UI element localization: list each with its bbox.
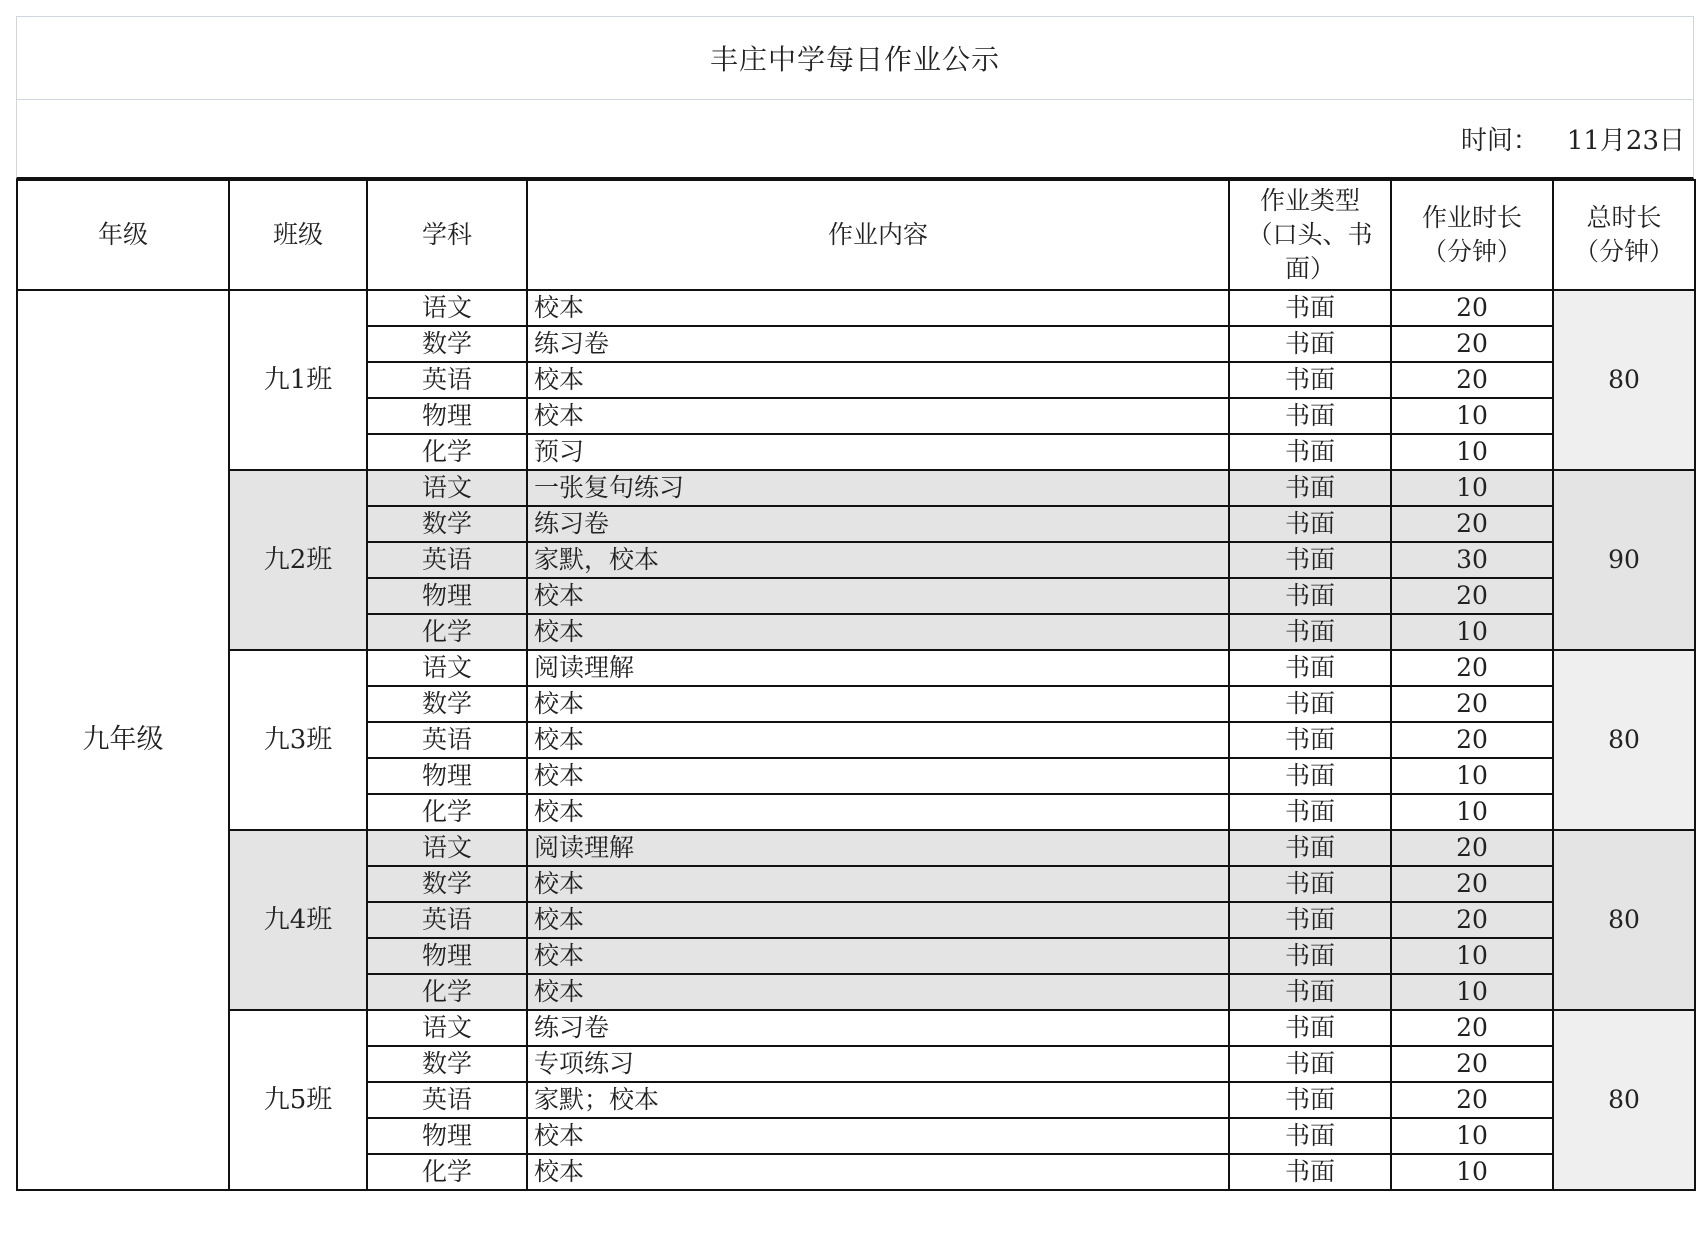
minutes-cell: 10 (1391, 938, 1553, 974)
subject-cell: 英语 (367, 1082, 527, 1118)
subject-cell: 语文 (367, 830, 527, 866)
subject-cell: 语文 (367, 470, 527, 506)
subject-cell: 化学 (367, 794, 527, 830)
minutes-cell: 20 (1391, 1010, 1553, 1046)
homework-table (16, 179, 1696, 1191)
type-cell: 书面 (1229, 686, 1391, 722)
subject-cell: 物理 (367, 938, 527, 974)
header-type-line: （口头、书 (1247, 220, 1373, 249)
header-row (17, 180, 1695, 290)
minutes-cell: 10 (1391, 470, 1553, 506)
class-cell: 九1班 (229, 290, 367, 470)
subject-cell: 数学 (367, 866, 527, 902)
content-cell: 练习卷 (527, 506, 1229, 542)
minutes-cell: 10 (1391, 974, 1553, 1010)
minutes-cell: 20 (1391, 866, 1553, 902)
minutes-cell: 10 (1391, 434, 1553, 470)
table-row (17, 290, 1695, 326)
type-cell: 书面 (1229, 506, 1391, 542)
minutes-cell: 20 (1391, 506, 1553, 542)
type-cell: 书面 (1229, 326, 1391, 362)
content-cell: 校本 (527, 362, 1229, 398)
spreadsheet (16, 16, 1694, 1191)
type-cell: 书面 (1229, 434, 1391, 470)
header-duration-line: 作业时长 (1421, 203, 1522, 232)
minutes-cell: 10 (1391, 758, 1553, 794)
minutes-cell: 10 (1391, 1154, 1553, 1190)
header-total-line: （分钟） (1573, 237, 1674, 266)
subject-cell: 数学 (367, 506, 527, 542)
minutes-cell: 10 (1391, 398, 1553, 434)
type-cell: 书面 (1229, 974, 1391, 1010)
content-cell: 校本 (527, 290, 1229, 326)
type-cell: 书面 (1229, 830, 1391, 866)
content-cell: 校本 (527, 974, 1229, 1010)
table-row (17, 1010, 1695, 1046)
type-cell: 书面 (1229, 1118, 1391, 1154)
class-cell: 九2班 (229, 470, 367, 650)
type-cell: 书面 (1229, 1154, 1391, 1190)
minutes-cell: 20 (1391, 362, 1553, 398)
table-row (17, 650, 1695, 686)
type-cell: 书面 (1229, 362, 1391, 398)
header-duration (1391, 180, 1553, 290)
header-type-line: 作业类型 (1259, 186, 1360, 215)
subject-cell: 物理 (367, 758, 527, 794)
header-class: 班级 (229, 180, 367, 290)
minutes-cell: 20 (1391, 290, 1553, 326)
subject-cell: 英语 (367, 722, 527, 758)
total-cell: 80 (1553, 650, 1695, 830)
minutes-cell: 10 (1391, 614, 1553, 650)
subject-cell: 数学 (367, 686, 527, 722)
subject-cell: 化学 (367, 1154, 527, 1190)
content-cell: 一张复句练习 (527, 470, 1229, 506)
content-cell: 家默；校本 (527, 1082, 1229, 1118)
minutes-cell: 20 (1391, 650, 1553, 686)
subject-cell: 数学 (367, 326, 527, 362)
minutes-cell: 10 (1391, 1118, 1553, 1154)
total-cell: 90 (1553, 470, 1695, 650)
header-grade: 年级 (17, 180, 229, 290)
content-cell: 校本 (527, 902, 1229, 938)
type-cell: 书面 (1229, 722, 1391, 758)
content-cell: 预习 (527, 434, 1229, 470)
type-cell: 书面 (1229, 1046, 1391, 1082)
type-cell: 书面 (1229, 470, 1391, 506)
type-cell: 书面 (1229, 758, 1391, 794)
table-row (17, 470, 1695, 506)
class-cell: 九3班 (229, 650, 367, 830)
subject-cell: 化学 (367, 614, 527, 650)
subject-cell: 物理 (367, 578, 527, 614)
header-total (1553, 180, 1695, 290)
content-cell: 家默，校本 (527, 542, 1229, 578)
content-cell: 校本 (527, 758, 1229, 794)
date-value: 11月23日 (1566, 126, 1685, 156)
header-subject: 学科 (367, 180, 527, 290)
minutes-cell: 20 (1391, 1082, 1553, 1118)
table-row (17, 830, 1695, 866)
subject-cell: 英语 (367, 362, 527, 398)
class-cell: 九4班 (229, 830, 367, 1010)
minutes-cell: 20 (1391, 578, 1553, 614)
content-cell: 校本 (527, 722, 1229, 758)
type-cell: 书面 (1229, 1010, 1391, 1046)
subject-cell: 化学 (367, 974, 527, 1010)
total-cell: 80 (1553, 290, 1695, 470)
content-cell: 校本 (527, 1118, 1229, 1154)
class-cell: 九5班 (229, 1010, 367, 1190)
minutes-cell: 20 (1391, 1046, 1553, 1082)
minutes-cell: 20 (1391, 722, 1553, 758)
title-row (16, 16, 1694, 99)
content-cell: 校本 (527, 614, 1229, 650)
subject-cell: 数学 (367, 1046, 527, 1082)
header-duration-line: （分钟） (1421, 237, 1522, 266)
table-body (17, 290, 1695, 1190)
type-cell: 书面 (1229, 290, 1391, 326)
type-cell: 书面 (1229, 866, 1391, 902)
content-cell: 校本 (527, 794, 1229, 830)
date-label: 时间： (1460, 126, 1539, 156)
subject-cell: 英语 (367, 902, 527, 938)
subject-cell: 语文 (367, 1010, 527, 1046)
content-cell: 校本 (527, 866, 1229, 902)
subject-cell: 物理 (367, 1118, 527, 1154)
header-type-line: 面） (1284, 254, 1335, 283)
content-cell: 练习卷 (527, 1010, 1229, 1046)
date-row (16, 99, 1694, 179)
subject-cell: 物理 (367, 398, 527, 434)
type-cell: 书面 (1229, 938, 1391, 974)
type-cell: 书面 (1229, 1082, 1391, 1118)
type-cell: 书面 (1229, 614, 1391, 650)
grade-cell: 九年级 (17, 290, 229, 1190)
content-cell: 校本 (527, 1154, 1229, 1190)
content-cell: 校本 (527, 686, 1229, 722)
type-cell: 书面 (1229, 578, 1391, 614)
minutes-cell: 10 (1391, 794, 1553, 830)
minutes-cell: 20 (1391, 902, 1553, 938)
minutes-cell: 20 (1391, 830, 1553, 866)
minutes-cell: 20 (1391, 686, 1553, 722)
header-type (1229, 180, 1391, 290)
type-cell: 书面 (1229, 542, 1391, 578)
type-cell: 书面 (1229, 398, 1391, 434)
total-cell: 80 (1553, 1010, 1695, 1190)
content-cell: 阅读理解 (527, 650, 1229, 686)
content-cell: 校本 (527, 938, 1229, 974)
content-cell: 阅读理解 (527, 830, 1229, 866)
minutes-cell: 30 (1391, 542, 1553, 578)
type-cell: 书面 (1229, 650, 1391, 686)
header-total-line: 总时长 (1586, 203, 1662, 232)
content-cell: 校本 (527, 578, 1229, 614)
page-title: 丰庄中学每日作业公示 (709, 43, 1000, 76)
content-cell: 校本 (527, 398, 1229, 434)
content-cell: 专项练习 (527, 1046, 1229, 1082)
type-cell: 书面 (1229, 794, 1391, 830)
subject-cell: 语文 (367, 290, 527, 326)
type-cell: 书面 (1229, 902, 1391, 938)
subject-cell: 语文 (367, 650, 527, 686)
total-cell: 80 (1553, 830, 1695, 1010)
minutes-cell: 20 (1391, 326, 1553, 362)
header-content: 作业内容 (527, 180, 1229, 290)
subject-cell: 英语 (367, 542, 527, 578)
content-cell: 练习卷 (527, 326, 1229, 362)
subject-cell: 化学 (367, 434, 527, 470)
